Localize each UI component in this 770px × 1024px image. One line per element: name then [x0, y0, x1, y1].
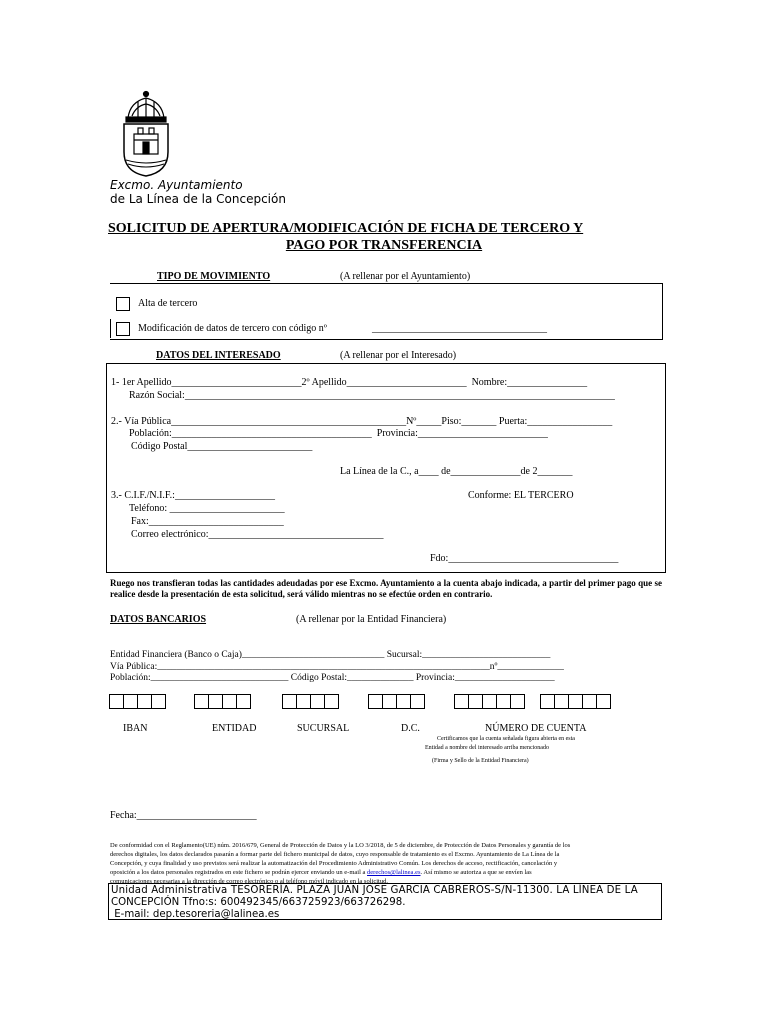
bancarios-note: (A rellenar por la Entidad Financiera): [296, 614, 447, 625]
legal-line4: [110, 868, 662, 877]
via-publica-row[interactable]: 2.- Vía Pública_______________________________________________Nº_____Piso:_______ Puerta:_________________: [111, 416, 613, 427]
tipo-note: (A rellenar por el Ayuntamiento): [340, 271, 471, 282]
derechos-email-link[interactable]: derechos@lalinea.es: [367, 869, 421, 876]
conforme-label: Conforme: EL TERCERO: [468, 490, 574, 501]
org-name-line1: Excmo. Ayuntamiento: [110, 178, 243, 192]
razon-social-row[interactable]: Razón Social:______________________________________________________________________________________: [129, 390, 615, 401]
dc-label: D.C.: [401, 723, 420, 734]
tipo-heading: TIPO DE MOVIMIENTO: [157, 271, 271, 282]
apellidos-row[interactable]: 1- 1er Apellido__________________________2º Apellido________________________ Nombre:________________: [111, 377, 588, 388]
legal-line5: comunicaciones necesarias a la dirección de correo electrónico o al teléfono móvil indicado en la solicitud.: [110, 878, 388, 885]
entidad-label: ENTIDAD: [212, 723, 257, 734]
form-title-line2: PAGO POR TRANSFERENCIA: [285, 238, 483, 253]
checkbox-modificacion[interactable]: [116, 322, 130, 336]
correo-row[interactable]: Correo electrónico:___________________________________: [131, 529, 384, 540]
telefono-row[interactable]: Teléfono: _______________________: [129, 503, 285, 514]
footer-line2: CONCEPCIÓN Tfno:s: 600492345/663725923/663726298.: [111, 897, 406, 908]
certificamos-text: [425, 735, 575, 753]
legal-line4b: . Así mismo se autoriza a que se envíen las: [420, 869, 532, 876]
fecha-field[interactable]: Fecha:________________________: [110, 810, 257, 821]
bancarios-heading: DATOS BANCARIOS: [110, 614, 207, 625]
footer-box: [108, 883, 662, 920]
cert-line2: Entidad a nombre del interesado arriba mencionado: [425, 745, 549, 751]
legal-text: [110, 841, 662, 886]
poblacion-banco-row[interactable]: Población:_____________________________ Código Postal:______________ Provincia:_____________________: [110, 673, 555, 683]
legal-line3: Concepción, y cuya finalidad y uso previstos será realizar la automatización del Procedimiento Administrativo Común. Los derechos de acceso, rectificación, cancelación y: [110, 860, 558, 867]
coat-of-arms-icon: [116, 88, 176, 180]
checkbox-alta[interactable]: [116, 297, 130, 311]
interesado-heading: DATOS DEL INTERESADO: [156, 350, 281, 361]
org-name-line2: de La Línea de la Concepción: [110, 192, 286, 206]
form-title: [108, 220, 660, 254]
iban-label: IBAN: [123, 723, 148, 734]
codigo-postal-row[interactable]: Código Postal_________________________: [131, 441, 313, 452]
form-title-line1: SOLICITUD DE APERTURA/MODIFICACIÓN DE FICHA DE TERCERO Y: [108, 221, 584, 236]
fdo-signature[interactable]: Fdo:__________________________________: [430, 553, 619, 564]
cif-row[interactable]: 3.- C.I.F./N.I.F.:____________________: [111, 490, 275, 501]
alta-label: Alta de tercero: [138, 298, 198, 309]
via-publica-banco-row[interactable]: Vía Pública:______________________________________________________________________nº______________: [110, 662, 564, 672]
sucursal-label: SUCURSAL: [297, 723, 350, 734]
legal-line2: derechos digitales, los datos declarados pasarán a formar parte del fichero municipal de datos, cuyo responsable de tratamiento es el Excmo. Ayuntamiento de La Línea de la: [110, 851, 560, 858]
interesado-note: (A rellenar por el Interesado): [340, 350, 457, 361]
codigo-field[interactable]: ___________________________________: [372, 323, 547, 334]
date-line[interactable]: La Línea de la C., a____ de______________de 2_______: [340, 466, 573, 477]
footer-line1: Unidad Administrativa TESORERÍA. PLAZA JUAN JOSE GARCIA CABREROS-S/N-11300. LA LÍNEA DE LA: [111, 885, 638, 896]
poblacion-row[interactable]: Población:________________________________________ Provincia:__________________________: [129, 428, 548, 439]
legal-line1: De conformidad con el Reglamento(UE) núm. 2016/679, General de Protección de Datos y la LO 3/2018, de 5 de diciembre, de Protección de Datos Personales y garantía de los: [110, 842, 571, 849]
entidad-row[interactable]: Entidad Financiera (Banco o Caja)______________________________ Sucursal:___________________________: [110, 650, 551, 660]
modificacion-label: Modificación de datos de tercero con código nº: [138, 323, 327, 334]
fax-row[interactable]: Fax:___________________________: [131, 516, 284, 527]
cert-line1: Certificamos que la cuenta señalada figura abierta en esta: [437, 736, 575, 742]
footer-line3: E-mail: dep.tesoreria@lalinea.es: [111, 909, 280, 920]
legal-line4a: oposición a los datos personales registrados en este fichero se podrán ejercer enviando un e-mail a: [110, 869, 366, 876]
request-text: Ruego nos transfieran todas las cantidades adeudadas por ese Excmo. Ayuntamiento a la cuenta abajo indicada, a partir del primer pago que se realice desde la presentación de esta solicitud, será válido mientras no se efectúe orden en contrario.: [110, 578, 662, 599]
numero-cuenta-label: NÚMERO DE CUENTA: [485, 723, 587, 734]
firma-sello-text: (Firma y Sello de la Entidad Financiera): [432, 758, 529, 764]
